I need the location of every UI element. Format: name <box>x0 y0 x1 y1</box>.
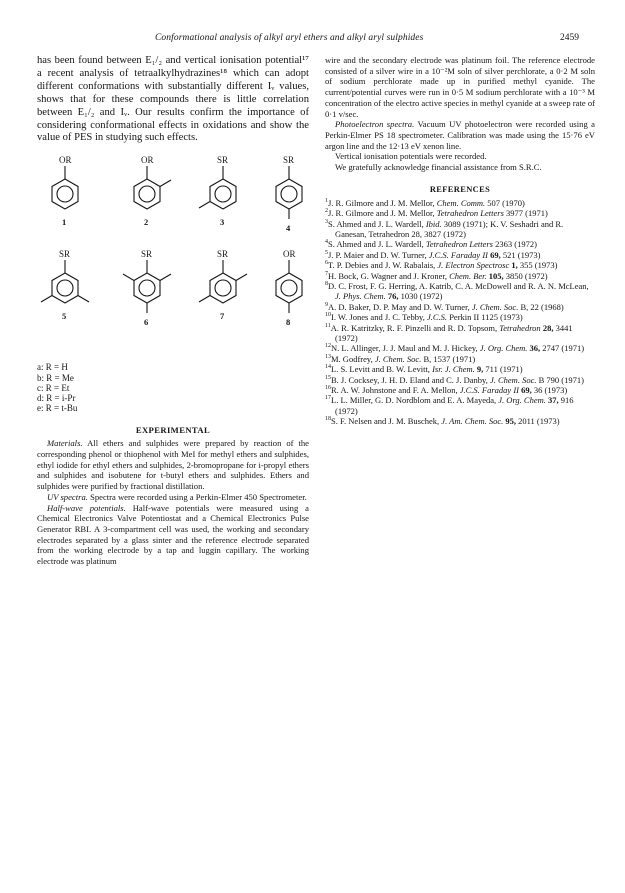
reference-journal: Tetrahedron Letters <box>425 239 493 250</box>
reference-detail: B, 1537 (1971) <box>421 353 476 364</box>
reference-item <box>325 375 595 385</box>
structure-1-label: 1 <box>62 217 67 228</box>
reference-detail: B 790 (1971) <box>536 374 584 385</box>
structure-1-group: OR <box>59 155 72 166</box>
reference-authors: J. R. Gilmore and J. M. Mellor, <box>328 208 437 219</box>
reference-item <box>325 302 595 312</box>
reference-detail: 711 (1971) <box>483 364 523 375</box>
substituent-b: b: R = Me <box>37 372 74 383</box>
running-head <box>0 0 625 50</box>
reference-list <box>325 198 595 427</box>
reference-item <box>325 260 595 270</box>
reference-volume: 36, <box>527 343 541 354</box>
reference-number: 14 <box>325 364 331 371</box>
reference-item <box>325 343 595 353</box>
reference-detail: 3441 (1972) <box>335 322 573 344</box>
materials-lead: Materials. <box>47 438 83 449</box>
reference-journal: J. Chem. Soc. <box>489 374 537 385</box>
reference-authors: H. Bock, G. Wagner and J. Kroner, <box>328 270 450 281</box>
materials-text: All ethers and sulphides were prepared by reaction of the corresponding phenol or thiophenol with MeI for methyl ethers and sulphides, ethyl iodide for ethyl ethers and sulphides, 2-bromopropane for i-propyl ethers and sulphides and isobutene for t-butyl ethers and sulphides. Ethers and sulphides were purified by fractional distillation. <box>37 438 309 492</box>
reference-authors: S. Ahmed and J. L. Wardell, <box>328 218 426 229</box>
reference-detail: 3850 (1972) <box>503 270 548 281</box>
structure-3-label: 3 <box>220 217 225 228</box>
reference-detail: 36 (1973) <box>531 385 568 396</box>
structure-2-label: 2 <box>144 217 149 228</box>
reference-volume: 1, <box>509 260 518 271</box>
reference-detail: 1030 (1972) <box>398 291 443 302</box>
reference-item <box>325 208 595 218</box>
reference-volume: 95, <box>503 416 516 427</box>
reference-volume: 69, <box>488 249 501 260</box>
structure-6-label: 6 <box>144 317 149 328</box>
reference-volume: 105, <box>486 270 504 281</box>
reference-journal: Isr. J. Chem. <box>432 364 475 375</box>
reference-detail: Perkin II 1125 (1973) <box>447 312 523 323</box>
reference-journal: J. Chem. Soc. <box>471 301 519 312</box>
reference-journal: J.C.S. <box>426 312 448 323</box>
reference-journal: Ibid. <box>425 218 442 229</box>
reference-authors: N. L. Allinger, J. J. Maul and M. J. Hickey, <box>331 343 480 354</box>
reference-journal: J.C.S. Faraday II <box>459 385 519 396</box>
reference-number: 9 <box>325 301 328 308</box>
reference-detail: 355 (1973) <box>517 260 558 271</box>
halfwave-paragraph <box>37 503 309 567</box>
uv-lead: UV spectra. <box>47 491 88 502</box>
substituent-e: e: R = t-Bu <box>37 403 78 414</box>
structure-8-group: OR <box>283 249 296 260</box>
substituent-c: c: R = Et <box>37 382 70 393</box>
structure-4-label: 4 <box>286 223 291 234</box>
reference-authors: R. A. W. Johnstone and F. A. Mellon, <box>331 385 460 396</box>
structure-8-label: 8 <box>286 317 291 328</box>
reference-journal: J. Chem. Soc. <box>374 353 422 364</box>
reference-item <box>325 239 595 249</box>
reference-journal: J. Phys. Chem. <box>335 291 386 302</box>
reference-journal: Chem. Comm. <box>436 197 486 208</box>
reference-authors: J. R. Gilmore and J. M. Mellor, <box>328 197 437 208</box>
reference-number: 2 <box>325 208 328 215</box>
reference-journal: J. Org. Chem. <box>479 343 528 354</box>
structure-7 <box>199 249 247 321</box>
reference-authors: J. P. Maier and D. W. Turner, <box>328 249 429 260</box>
left-column <box>37 55 309 567</box>
reference-journal: J. Am. Chem. Soc. <box>441 416 504 427</box>
reference-item <box>325 364 595 374</box>
reference-volume: 37, <box>545 395 559 406</box>
reference-item <box>325 354 595 364</box>
reference-authors: I. W. Jones and J. C. Tebby, <box>331 312 427 323</box>
reference-journal: J.C.S. Faraday II <box>428 249 488 260</box>
pes-paragraph <box>325 119 595 151</box>
structure-6-group: SR <box>141 249 153 260</box>
structure-5 <box>41 249 89 321</box>
experimental-heading: EXPERIMENTAL <box>135 425 211 436</box>
chemical-structures <box>37 153 309 358</box>
reference-authors: S. Ahmed and J. L. Wardell, <box>328 239 426 250</box>
reference-authors: M. Godfrey, <box>331 353 375 364</box>
materials-paragraph <box>37 438 309 492</box>
reference-detail: 507 (1970) <box>485 197 525 208</box>
structure-4-group: SR <box>283 155 295 166</box>
reference-detail: 521 (1973) <box>500 249 541 260</box>
reference-number: 7 <box>325 270 328 277</box>
reference-item <box>325 416 595 426</box>
acknowledgement: We gratefully acknowledge financial assistance from S.R.C. <box>335 162 542 173</box>
structure-7-label: 7 <box>220 311 225 322</box>
reference-detail: 916 (1972) <box>335 395 574 416</box>
reference-item <box>325 271 595 281</box>
structure-2 <box>134 155 171 227</box>
reference-journal: Tetrahedron <box>499 322 541 333</box>
reference-number: 8 <box>325 281 328 288</box>
reference-number: 12 <box>325 343 331 350</box>
reference-item <box>325 219 595 240</box>
reference-volume: 9, <box>474 364 484 375</box>
structure-7-group: SR <box>217 249 229 260</box>
reference-detail: 3977 (1971) <box>503 208 548 219</box>
reference-volume: 76, <box>385 291 399 302</box>
page-number: 2459 <box>560 33 579 43</box>
reference-detail: 2747 (1971) <box>540 343 585 354</box>
reference-item <box>325 198 595 208</box>
reference-number: 3 <box>325 218 328 225</box>
reference-number: 4 <box>325 239 328 246</box>
reference-number: 15 <box>325 374 331 381</box>
reference-item <box>325 323 595 344</box>
reference-item <box>325 385 595 395</box>
halfwave-lead: Half-wave potentials. <box>47 502 126 513</box>
structure-2-group: OR <box>141 155 154 166</box>
reference-number: 10 <box>325 312 331 319</box>
substituent-list <box>37 362 309 413</box>
reference-journal: J. Org. Chem. <box>498 395 546 406</box>
reference-item <box>325 312 595 322</box>
reference-authors: L. L. Miller, G. D. Nordblom and E. A. Mayeda, <box>331 395 499 406</box>
reference-item <box>325 395 595 416</box>
reference-detail: 3089 (1971); K. V. Seshadri and R. Ganesan, Tetrahedron 28, 3827 (1972) <box>335 218 564 239</box>
reference-authors: S. F. Nelsen and J. M. Buschek, <box>331 416 442 427</box>
structure-6 <box>123 249 171 327</box>
pes-text: Vacuum UV photoelectron were recorded using a Perkin-Elmer PS 18 spectrometer. Calibration was made using the 15·76 eV argon line and the 12·13 eV xenon line. <box>325 119 595 151</box>
structure-5-label: 5 <box>62 311 67 322</box>
intro-paragraph: has been found between E₁/₂ and vertical ionisation potential¹⁷ a recent analysis of tetraalkylhydrazines¹⁸ which can adopt different conformations with substantially different Iᵥ values, shows that for these compounds there is little correlation between E₁/₂ and Iᵥ. Our results confirm the importance of considering conformational effects in oxidations and show the value of PES in studying such effects. <box>37 55 309 144</box>
substituent-a: a: R = H <box>37 362 68 373</box>
reference-volume: 28, <box>540 322 554 333</box>
halfwave-text: Half-wave potentials were measured using a Chemical Electronics Valve Potentiostat and a Chemical Electronics Pulse Generator RBI. A 3-compartment cell was used, the working and secondary electrodes separated by a glass sinter and the reference electrode separated from the working electrode by a tap and luggin capillary. The working electrode was platinum <box>37 502 309 567</box>
structure-3-group: SR <box>217 155 229 166</box>
running-title: Conformational analysis of alkyl aryl ethers and alkyl aryl sulphides <box>155 33 424 43</box>
continued-paragraph: wire and the secondary electrode was platinum foil. The reference electrode consisted of a silver wire in a 10⁻²M soln of silver perchlorate, a 0·2 M soln of sodium perchlorate made up in purified methyl cyanide. The current/potential curves were run in 0·5 M sodium perchlorate with a 10⁻³ M concentration of the electro active species in methyl cyanide at a sweep rate of 0·1 v/sec. <box>325 55 595 119</box>
reference-item <box>325 281 595 302</box>
structure-1 <box>52 155 78 227</box>
reference-number: 1 <box>325 197 328 204</box>
pes-lead: Photoelectron spectra. <box>335 119 415 130</box>
right-column <box>325 55 595 427</box>
reference-number: 11 <box>325 322 331 329</box>
reference-volume: 69, <box>519 385 532 396</box>
reference-number: 5 <box>325 249 328 256</box>
structure-3 <box>199 155 236 227</box>
reference-journal: J. Electron Spectrosc <box>437 260 510 271</box>
reference-number: 16 <box>325 385 331 392</box>
reference-item <box>325 250 595 260</box>
reference-detail: 2011 (1973) <box>515 416 560 427</box>
substituent-d: d: R = i-Pr <box>37 392 76 403</box>
reference-journal: Chem. Ber. <box>449 270 487 281</box>
reference-detail: B, 22 (1968) <box>518 301 564 312</box>
reference-number: 17 <box>325 395 331 402</box>
reference-number: 18 <box>325 416 331 423</box>
reference-number: 6 <box>325 260 328 267</box>
reference-journal: Tetrahedron Letters <box>436 208 504 219</box>
references-heading: REFERENCES <box>429 184 491 194</box>
reference-authors: L. S. Levitt and B. W. Levitt, <box>331 364 433 375</box>
reference-authors: B. J. Cocksey, J. H. D. Eland and C. J. Danby, <box>331 374 490 385</box>
structure-4 <box>276 155 302 233</box>
structures-drawing <box>37 153 309 358</box>
reference-detail: 2363 (1972) <box>493 239 537 250</box>
uv-paragraph <box>37 492 309 503</box>
reference-authors: D. C. Frost, F. G. Herring, A. Katrib, C. A. McDowell and R. A. N. McLean, <box>328 280 589 291</box>
reference-number: 13 <box>325 354 331 360</box>
structure-8 <box>276 249 302 327</box>
structure-5-group: SR <box>59 249 71 260</box>
vertical-paragraph: Vertical ionisation potentials were recorded. <box>335 151 487 162</box>
reference-authors: A. D. Baker, D. P. May and D. W. Turner, <box>328 301 472 312</box>
uv-text: Spectra were recorded using a Perkin-Elmer 450 Spectrometer. <box>90 491 307 502</box>
reference-authors: T. P. Debies and J. W. Rabalais, <box>328 260 438 271</box>
reference-authors: A. R. Katritzky, R. F. Pinzelli and R. D. Topsom, <box>330 322 500 333</box>
